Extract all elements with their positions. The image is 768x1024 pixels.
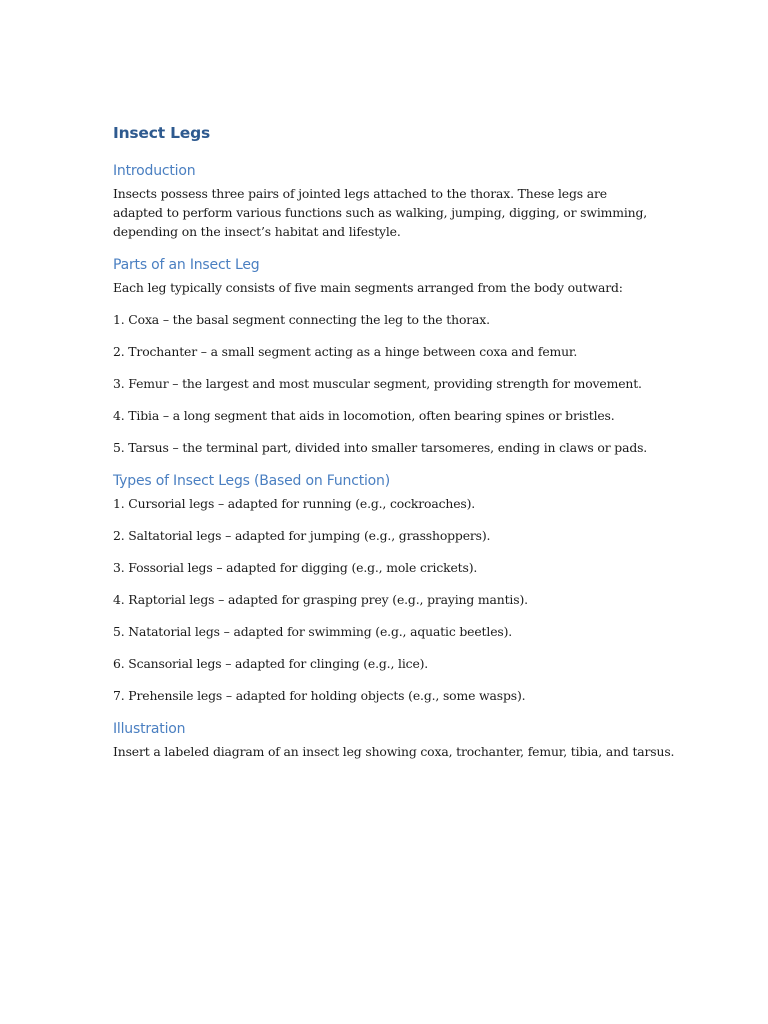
types-item-scansorial: 6. Scansorial legs – adapted for clinging (e.g., lice). [113, 656, 429, 671]
parts-item-trochanter: 2. Trochanter – a small segment acting as a hinge between coxa and femur. [113, 344, 578, 359]
parts-item-tibia: 4. Tibia – a long segment that aids in locomotion, often bearing spines or bristles. [113, 408, 615, 423]
parts-item-coxa: 1. Coxa – the basal segment connecting the leg to the thorax. [113, 312, 490, 327]
parts-item-femur: 3. Femur – the largest and most muscular segment, providing strength for movement. [113, 376, 642, 391]
illustration-heading: Illustration [113, 721, 186, 737]
parts-heading: Parts of an Insect Leg [113, 257, 260, 273]
types-item-prehensile: 7. Prehensile legs – adapted for holding objects (e.g., some wasps). [113, 688, 526, 703]
types-item-cursorial: 1. Cursorial legs – adapted for running (e.g., cockroaches). [113, 496, 476, 511]
parts-item-tarsus: 5. Tarsus – the terminal part, divided into smaller tarsomeres, ending in claws or pads. [113, 440, 648, 455]
document-title: Insect Legs [113, 124, 211, 142]
illustration-paragraph: Insert a labeled diagram of an insect leg showing coxa, trochanter, femur, tibia, and tarsus. [113, 744, 675, 759]
types-heading: Types of Insect Legs (Based on Function) [113, 473, 390, 489]
types-item-fossorial: 3. Fossorial legs – adapted for digging (e.g., mole crickets). [113, 560, 478, 575]
types-item-raptorial: 4. Raptorial legs – adapted for grasping prey (e.g., praying mantis). [113, 592, 528, 607]
types-item-natatorial: 5. Natatorial legs – adapted for swimming (e.g., aquatic beetles). [113, 624, 513, 639]
introduction-paragraph: Insects possess three pairs of jointed legs attached to the thorax. These legs are adapted to perform various functions such as walking, jumping, digging, or swimming, depending on the insect’s habitat and lifestyle. [113, 186, 648, 239]
parts-intro: Each leg typically consists of five main segments arranged from the body outward: [113, 280, 623, 295]
types-item-saltatorial: 2. Saltatorial legs – adapted for jumping (e.g., grasshoppers). [113, 528, 491, 543]
introduction-heading: Introduction [113, 163, 196, 179]
